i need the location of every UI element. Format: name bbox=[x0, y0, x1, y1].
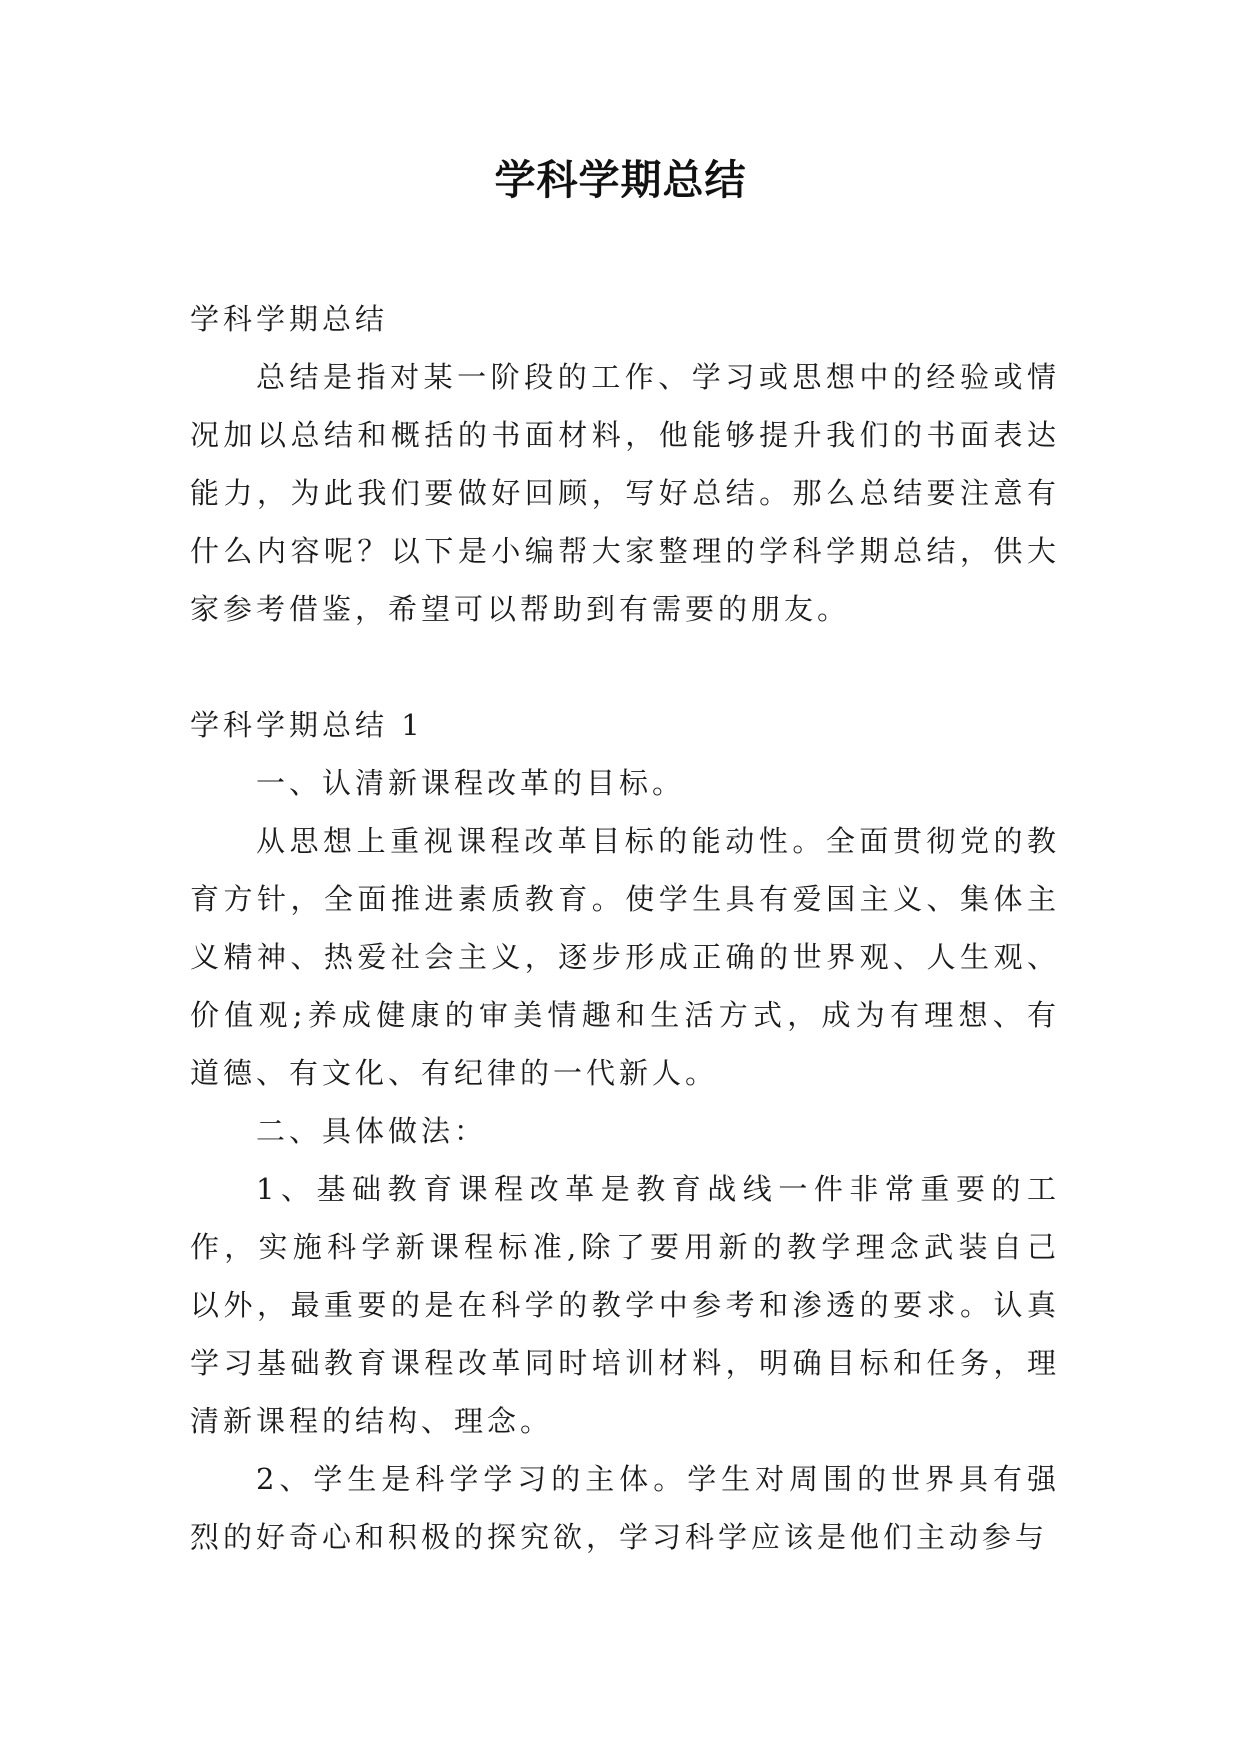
section1-heading: 学科学期总结 1 bbox=[190, 708, 424, 742]
section1-paragraph: 2、学生是科学学习的主体。学生对周围的世界具有强烈的好奇心和积极的探究欲，学习科学应该是他们主动参与 bbox=[190, 1462, 1060, 1554]
section1-paragraph: 二、具体做法： bbox=[256, 1114, 488, 1148]
intro-paragraph: 总结是指对某一阶段的工作、学习或思想中的经验或情况加以总结和概括的书面材料，他能够提升我们的书面表达能力，为此我们要做好回顾，写好总结。那么总结要注意有什么内容呢？以下是小编帮大家整理的学科学期总结，供大家参考借鉴，希望可以帮助到有需要的朋友。 bbox=[190, 360, 1060, 626]
intro-heading: 学科学期总结 bbox=[190, 302, 389, 336]
document-body bbox=[190, 290, 1060, 1566]
section1-paragraph: 一、认清新课程改革的目标。 bbox=[256, 766, 686, 800]
document-title: 学科学期总结 bbox=[494, 156, 747, 204]
section-spacer bbox=[190, 638, 1060, 696]
section1-paragraph: 1、基础教育课程改革是教育战线一件非常重要的工作，实施科学新课程标准,除了要用新的教学理念武装自己以外，最重要的是在科学的教学中参考和渗透的要求。认真学习基础教育课程改革同时培训材料，明确目标和任务，理清新课程的结构、理念。 bbox=[190, 1172, 1060, 1438]
section1-paragraph: 从思想上重视课程改革目标的能动性。全面贯彻党的教育方针，全面推进素质教育。使学生具有爱国主义、集体主义精神、热爱社会主义，逐步形成正确的世界观、人生观、价值观;养成健康的审美情趣和生活方式，成为有理想、有道德、有文化、有纪律的一代新人。 bbox=[190, 824, 1060, 1090]
